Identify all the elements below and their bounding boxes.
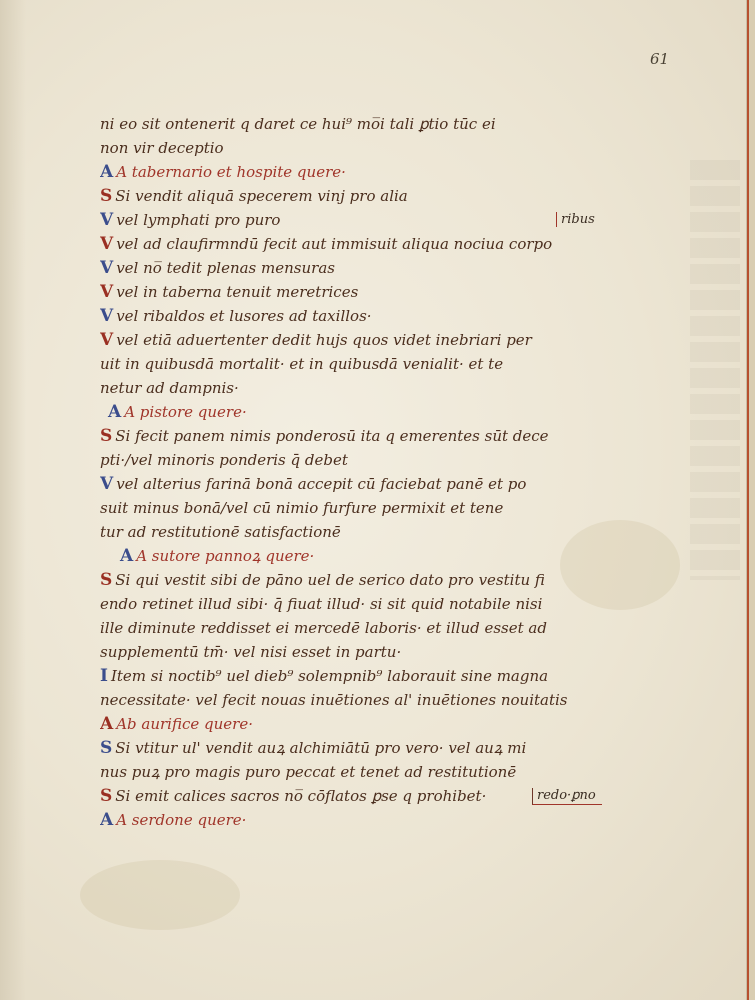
text-line — [100, 424, 630, 448]
line-text: non vir deceptio — [100, 139, 224, 157]
initial-capital: S — [100, 570, 113, 590]
initial-capital: S — [100, 786, 113, 806]
marginal-note-ribus: ribus — [556, 212, 595, 227]
text-line — [100, 688, 630, 712]
marginal-note-redempno: redo·ꝑno — [532, 788, 602, 805]
folio-number: 61 — [650, 50, 670, 68]
initial-capital: A — [100, 714, 114, 734]
text-line — [100, 568, 630, 592]
line-text: vel ad claufirmndū fecit aut immisuit aliqua nociua corpo — [116, 235, 553, 253]
line-text: uit in quibusdā mortalit· et in quibusdā venialit· et te — [100, 355, 504, 373]
text-line — [100, 760, 630, 784]
initial-capital: A — [108, 402, 122, 422]
initial-capital: V — [100, 330, 114, 350]
line-text: ille diminute reddisset ei mercedē laboris· et illud esset ad — [100, 619, 547, 637]
rubric-heading: A tabernario et hospite quere· — [116, 163, 346, 181]
text-line — [100, 208, 630, 232]
initial-capital: A — [100, 162, 114, 182]
initial-capital: V — [100, 234, 114, 254]
text-line — [100, 592, 630, 616]
rubric-heading: A pistore quere· — [124, 403, 247, 421]
text-line — [100, 496, 630, 520]
rubric-heading: A sutore pannoꝝ quere· — [136, 547, 315, 565]
line-text: Item si noctib⁹ uel dieb⁹ solempnib⁹ laborauit sine magna — [110, 667, 549, 685]
line-text: vel alterius farinā bonā accepit cū faciebat panē et po — [116, 475, 527, 493]
page-edge-red — [747, 0, 755, 1000]
text-line — [100, 112, 630, 136]
initial-capital: V — [100, 282, 114, 302]
text-line — [100, 160, 630, 184]
initial-capital: V — [100, 306, 114, 326]
line-text: suit minus bonā/vel cū nimio furfure permixit et tene — [100, 499, 504, 517]
line-text: pti·/vel minoris ponderis q̄ debet — [100, 451, 348, 469]
line-text: vel lymphati pro puro — [116, 211, 281, 229]
initial-capital: A — [100, 810, 114, 830]
line-text: Si vtitur ul' vendit auꝝ alchimiātū pro vero· vel auꝝ mi — [115, 739, 527, 757]
line-text: Si qui vestit sibi de pāno uel de serico dato pro vestitu fi — [115, 571, 545, 589]
text-line — [100, 376, 630, 400]
initial-capital: S — [100, 738, 113, 758]
initial-capital: V — [100, 258, 114, 278]
text-line — [100, 352, 630, 376]
parchment-stain — [80, 860, 240, 930]
line-text: netur ad dampnis· — [100, 379, 239, 397]
text-line — [100, 448, 630, 472]
initial-capital: A — [120, 546, 134, 566]
line-text: tur ad restitutionē satisfactionē — [100, 523, 341, 541]
text-line — [100, 808, 630, 832]
rubric-heading: A serdone quere· — [116, 811, 247, 829]
initial-capital: S — [100, 186, 113, 206]
text-line — [100, 712, 630, 736]
show-through-bleed — [690, 160, 740, 580]
line-text: ni eo sit ontenerit q daret ce hui⁹ mo̅i tali ꝑtio tūc ei — [100, 115, 496, 133]
line-text: vel etiā aduertenter dedit hujs quos videt inebriari per — [116, 331, 532, 349]
text-line — [100, 304, 630, 328]
line-text: Si vendit aliquā specerem vinj pro alia — [115, 187, 408, 205]
text-line — [100, 664, 630, 688]
line-text: Si emit calices sacros no̅ cōflatos ꝑse q prohibet· — [115, 787, 487, 805]
text-line — [100, 328, 630, 352]
line-text: vel in taberna tenuit meretrices — [116, 283, 359, 301]
line-text: endo retinet illud sibi· q̄ fiuat illud· si sit quid notabile nisi — [100, 595, 543, 613]
line-text: supplementū tm̄· vel nisi esset in partu· — [100, 643, 402, 661]
initial-capital: V — [100, 474, 114, 494]
text-line — [100, 184, 630, 208]
text-block — [100, 112, 630, 832]
initial-capital: S — [100, 426, 113, 446]
line-text: vel no̅ tedit plenas mensuras — [116, 259, 335, 277]
text-line — [100, 400, 630, 424]
text-line — [100, 544, 630, 568]
rubric-heading: Ab aurifice quere· — [116, 715, 253, 733]
gutter-shadow — [0, 0, 26, 1000]
initial-capital: I — [100, 666, 108, 686]
text-line — [100, 520, 630, 544]
line-text: necessitate· vel fecit nouas inuētiones al' inuētiones nouitatis — [100, 691, 568, 709]
line-text: nus puꝝ pro magis puro peccat et tenet ad restitutionē — [100, 763, 517, 781]
text-line — [100, 616, 630, 640]
text-line — [100, 640, 630, 664]
text-line — [100, 280, 630, 304]
line-text: Si fecit panem nimis ponderosū ita q emerentes sūt dece — [115, 427, 549, 445]
text-line — [100, 472, 630, 496]
initial-capital: V — [100, 210, 114, 230]
text-line — [100, 256, 630, 280]
text-line — [100, 232, 630, 256]
text-line — [100, 136, 630, 160]
line-text: vel ribaldos et lusores ad taxillos· — [116, 307, 372, 325]
text-line — [100, 736, 630, 760]
